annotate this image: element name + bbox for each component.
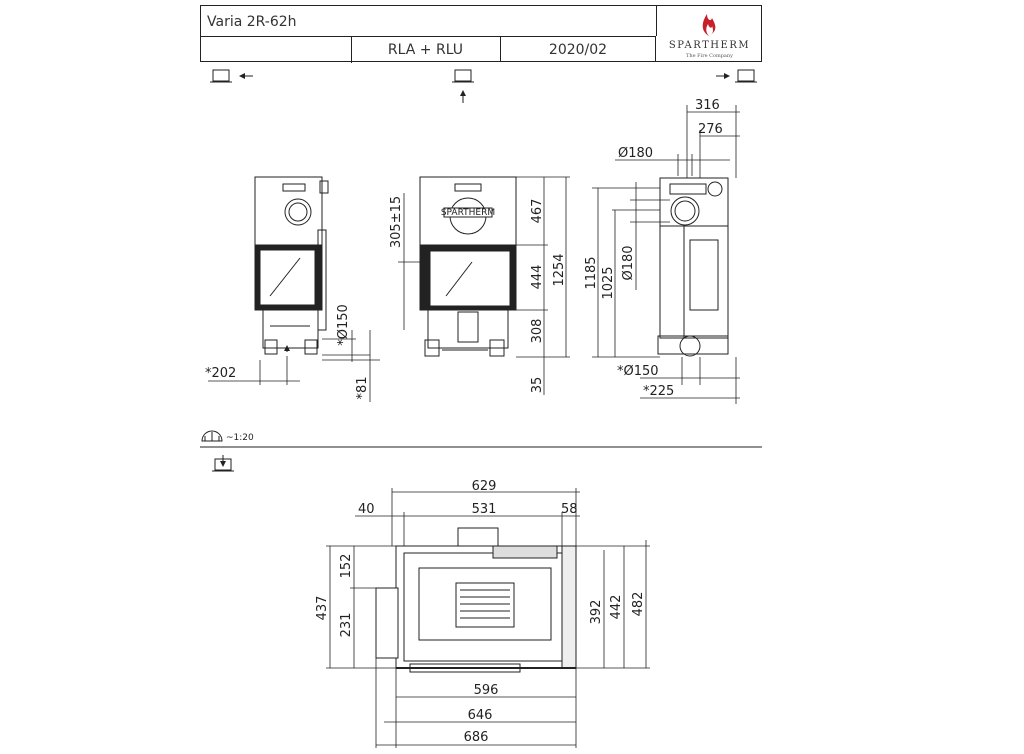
scale-label: ~1:20	[226, 433, 254, 443]
dim-plan-531: 531	[471, 502, 497, 517]
view-left-icon	[210, 70, 253, 82]
dim-front-444: 444	[530, 264, 545, 290]
brand-tagline: The Fire Company	[686, 53, 733, 59]
view-front-icon	[452, 70, 474, 103]
variant-label: RLA + RLU	[351, 36, 501, 62]
dim-side-316: 316	[695, 98, 720, 113]
dim-front-1254: 1254	[552, 253, 567, 287]
left-elevation	[255, 177, 328, 354]
front-elevation	[420, 177, 516, 356]
dim-plan-442: 442	[609, 594, 624, 620]
dim-side-d180-top: Ø180	[618, 146, 654, 161]
front-brand-badge: SPARTHERM	[440, 208, 496, 218]
dim-side-276: 276	[698, 122, 723, 137]
dim-front-308: 308	[530, 318, 545, 344]
dim-front-35: 35	[530, 376, 545, 394]
dim-side-d150: *Ø150	[617, 364, 659, 379]
dim-side-1185: 1185	[584, 256, 599, 290]
dim-plan-482: 482	[631, 591, 646, 617]
view-top-icon	[212, 455, 234, 471]
dim-plan-152: 152	[339, 553, 354, 579]
dim-side-225: *225	[643, 384, 675, 399]
dim-left-202: *202	[205, 366, 237, 381]
dim-side-d180-side: Ø180	[621, 245, 636, 281]
scale-icon	[202, 431, 222, 441]
dim-plan-392: 392	[589, 599, 604, 625]
dim-side-1025: 1025	[601, 266, 616, 300]
dim-plan-686: 686	[463, 730, 489, 745]
dim-plan-596: 596	[473, 683, 499, 698]
date-label: 2020/02	[501, 36, 656, 62]
dim-plan-231: 231	[339, 612, 354, 638]
dim-left-81: *81	[355, 376, 370, 400]
dim-plan-646: 646	[467, 708, 493, 723]
view-right-icon	[716, 70, 757, 82]
dim-front-305: 305±15	[389, 195, 404, 249]
dim-left-d150: *Ø150	[336, 304, 351, 346]
plan-view	[376, 528, 576, 672]
dim-front-467: 467	[530, 198, 545, 224]
model-name: Varia 2R-62h	[207, 14, 297, 30]
dim-plan-437: 437	[315, 595, 330, 621]
dim-plan-629: 629	[471, 479, 497, 494]
dim-plan-58: 58	[561, 502, 578, 517]
side-elevation	[658, 178, 728, 356]
dim-plan-40: 40	[358, 502, 375, 517]
brand-name: SPARTHERM	[668, 40, 751, 51]
